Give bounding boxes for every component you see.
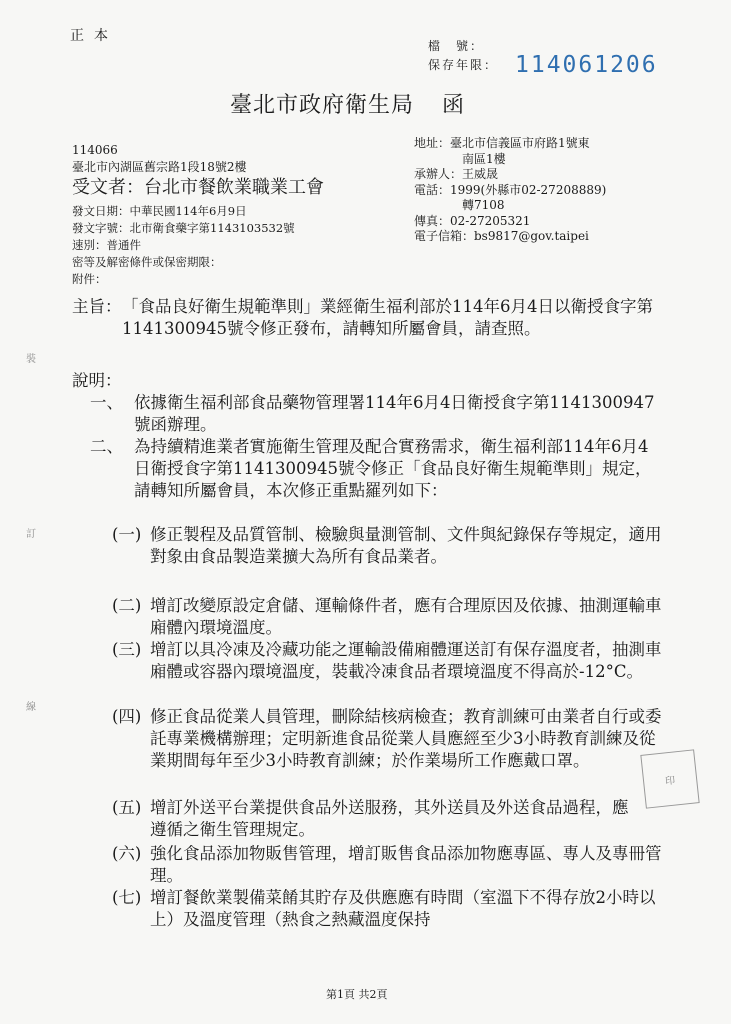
sub-item-number: (六): [112, 844, 142, 863]
item-number: 二、: [90, 437, 123, 456]
contact-block: [414, 136, 664, 245]
sub-item: 修正食品從業人員管理，刪除結核病檢查；教育訓練可由業者自行或委託專業機構辦理；定明新進食品從業人員應經至少3小時教育訓練及從業期間每年至少3小時教育訓練；於作業場所工作應戴口罩。: [150, 707, 662, 770]
binding-mark: 線: [26, 702, 36, 713]
sub-item: 增訂以具冷凍及冷藏功能之運輸設備廂體運送訂有保存溫度者，抽測車廂體或容器內環境溫度，裝載冷凍食品者環境溫度不得高於-12°C。: [150, 640, 662, 681]
explanation-label: 說明：: [72, 371, 122, 390]
contact-address-2: 南區1樓: [462, 151, 506, 166]
contact-handler: 承辦人：王威晟: [414, 167, 499, 181]
postal-code: 114066: [72, 143, 118, 157]
recipient-address: 臺北市內湖區舊宗路1段18號2樓: [72, 160, 247, 174]
title-kind: 函: [442, 93, 466, 118]
page-title: [230, 88, 465, 119]
serial-number: 114061206: [515, 52, 658, 78]
speed-class: 速別：普通件: [72, 238, 141, 252]
sub-item: 增訂餐飲業製備菜餚其貯存及供應應有時間（室溫下不得存放2小時以上）及溫度管理（熱食之熱藏溫度保持: [150, 888, 656, 929]
contact-email: 電子信箱：bs9817@gov.taipei: [414, 229, 589, 243]
sub-item: 強化食品添加物販售管理，增訂販售食品添加物應專區、專人及專冊管理。: [150, 844, 662, 885]
sub-item: 增訂外送平台業提供食品外送服務，其外送員及外送食品過程，應遵循之衛生管理規定。: [150, 798, 629, 839]
item-number: 一、: [90, 393, 123, 412]
explanation-item: 為持續精進業者實施衛生管理及配合實務需求，衛生福利部114年6月4日衛授食字第1141300945號令修正「食品良好衛生規範準則」規定，請轉知所屬會員，本次修正重點羅列如下：: [134, 437, 652, 500]
sub-item-number: (四): [112, 707, 142, 726]
recipient: 受文者：台北市餐飲業職業工會: [72, 177, 324, 198]
retention-label: 保存年限：: [428, 58, 499, 72]
sub-item-number: (七): [112, 888, 142, 907]
contact-fax: 傳真：02-27205321: [414, 213, 531, 228]
attachment: 附件：: [72, 272, 107, 286]
file-number-label: 檔 號：: [428, 39, 485, 53]
copy-mark: 正本: [70, 28, 118, 44]
sub-item-number: (三): [112, 640, 142, 659]
sub-item-number: (五): [112, 798, 142, 817]
official-seal: 印: [640, 749, 699, 808]
sub-item-number: (二): [112, 596, 142, 615]
title-org: 臺北市政府衛生局: [230, 93, 415, 118]
issue-date: 發文日期：中華民國114年6月9日: [72, 204, 247, 218]
contact-phone-2: 轉7108: [462, 198, 505, 212]
secrecy-terms: 密等及解密條件或保密期限：: [72, 255, 222, 269]
binding-mark: 訂: [26, 529, 36, 540]
subject-label: 主旨：: [72, 297, 122, 316]
explanation-item: 依據衛生福利部食品藥物管理署114年6月4日衛授食字第1141300947號函辦理。: [134, 393, 655, 434]
document-number: 發文字號：北市衛食藥字第1143103532號: [72, 221, 295, 235]
contact-address-1: 地址：臺北市信義區市府路1號東: [414, 136, 590, 150]
sub-item: 修正製程及品質管制、檢驗與量測管制、文件與紀錄保存等規定，適用對象由食品製造業擴大為所有食品業者。: [150, 525, 662, 566]
page-number: 第1頁 共2頁: [326, 988, 388, 1001]
binding-mark: 裝: [26, 354, 36, 365]
subject-text: 「食品良好衛生規範準則」業經衛生福利部於114年6月4日以衛授食字第1141300945號令修正發布，請轉知所屬會員，請查照。: [122, 297, 653, 338]
contact-phone-1: 電話：1999(外縣市02-27208889): [414, 182, 607, 197]
sub-item: 增訂改變原設定倉儲、運輸條件者，應有合理原因及依據、抽測運輸車廂體內環境溫度。: [150, 596, 662, 637]
sub-item-number: (一): [112, 525, 142, 544]
